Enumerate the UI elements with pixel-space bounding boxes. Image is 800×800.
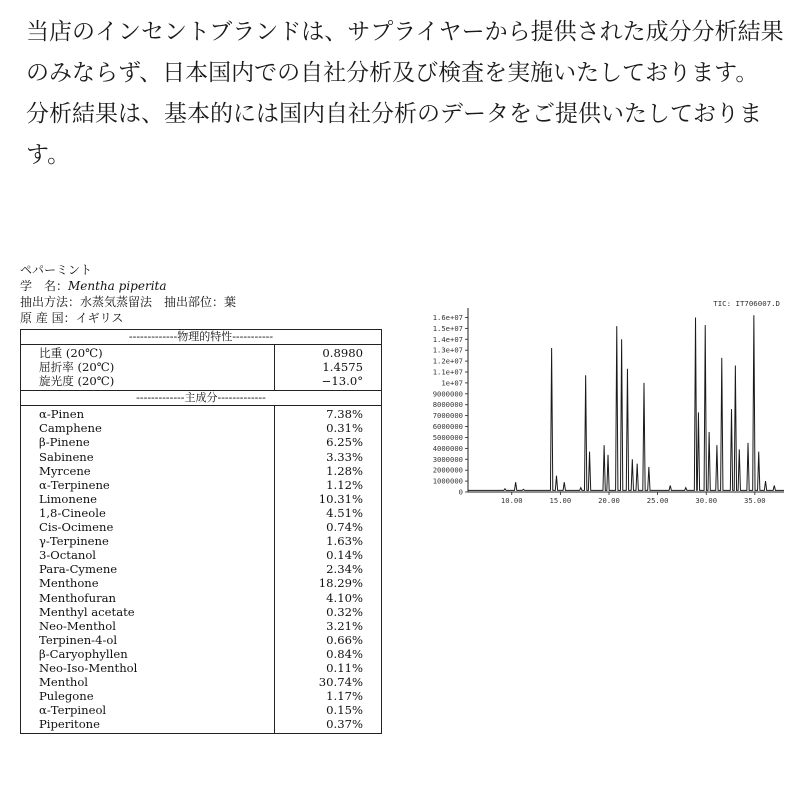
physical-property-value: 1.4575 xyxy=(322,360,363,375)
physical-property-name: 屈折率 (20℃) xyxy=(39,360,115,375)
component-value: 0.37% xyxy=(326,717,363,732)
x-tick-label: 25.00 xyxy=(646,496,669,505)
component-name: β-Caryophyllen xyxy=(39,646,128,661)
chromatogram-svg xyxy=(412,296,788,506)
component-name: Limonene xyxy=(39,491,98,506)
y-tick-label: 5000000 xyxy=(432,432,463,442)
chromatogram xyxy=(412,296,788,506)
y-tick-label: 1.4e+07 xyxy=(432,334,463,344)
y-tick-label: 1.3e+07 xyxy=(432,345,463,355)
component-name: γ-Terpinene xyxy=(39,534,109,549)
y-tick-label: 8000000 xyxy=(432,400,463,410)
y-tick-label: 9000000 xyxy=(432,389,463,399)
extraction-row: 抽出方法：水蒸気蒸留法 抽出部位：葉 xyxy=(20,295,237,309)
chromatogram-title: TIC: IT706007.D xyxy=(713,299,780,308)
component-name: Pulegone xyxy=(39,689,94,704)
scientific-name-row xyxy=(20,278,382,294)
component-name: 1,8-Cineole xyxy=(39,505,106,520)
y-tick-label: 0 xyxy=(458,487,463,497)
sheet-header xyxy=(20,262,382,326)
component-value: 10.31% xyxy=(318,491,363,506)
physical-property-value: 0.8980 xyxy=(322,346,363,360)
component-name: Neo-Menthol xyxy=(39,618,116,633)
component-value: 4.51% xyxy=(326,505,363,520)
component-value: 3.21% xyxy=(326,618,363,633)
y-tick-label: 3000000 xyxy=(432,454,463,464)
component-value: 1.12% xyxy=(326,477,363,492)
y-tick-label: 4000000 xyxy=(432,443,463,453)
y-tick-label: 6000000 xyxy=(432,422,463,432)
y-tick-label: 7000000 xyxy=(432,411,463,421)
component-name: Neo-Iso-Menthol xyxy=(39,660,138,675)
intro-paragraph-1: 当店のインセントブランドは、サプライヤーから提供された成分分析結果のみならず、日本国内での自社分析及び検査を実施いたしております。 xyxy=(26,19,784,86)
component-value: 3.33% xyxy=(326,449,363,464)
component-value: 6.25% xyxy=(326,435,363,450)
component-name: Myrcene xyxy=(39,463,91,478)
tic-trace xyxy=(468,315,784,490)
component-value: 0.84% xyxy=(326,646,363,661)
component-value: 0.66% xyxy=(326,632,363,647)
scientific-name: Mentha piperita xyxy=(68,279,167,293)
component-value: 1.63% xyxy=(326,534,363,549)
component-name: Terpinen-4-ol xyxy=(39,632,118,647)
component-name: Piperitone xyxy=(39,717,101,732)
component-name: Menthol xyxy=(39,675,89,690)
y-tick-label: 1000000 xyxy=(432,476,463,486)
y-tick-label: 1e+07 xyxy=(441,378,463,388)
component-value: 0.14% xyxy=(326,548,363,563)
intro-text xyxy=(26,12,786,176)
scientific-label: 学 名： xyxy=(20,279,69,293)
physical-property-name: 旋光度 (20℃) xyxy=(39,374,115,389)
x-tick-label: 10.00 xyxy=(500,496,523,505)
component-value: 0.11% xyxy=(326,660,363,675)
component-name: β-Pinene xyxy=(39,435,90,450)
origin-row: 原 産 国：イギリス xyxy=(20,311,124,325)
component-value: 1.28% xyxy=(326,463,363,478)
component-name: Menthyl acetate xyxy=(39,604,135,619)
component-name: α-Pinen xyxy=(39,407,85,422)
x-tick-label: 35.00 xyxy=(744,496,766,505)
y-tick-label: 1.6e+07 xyxy=(432,312,463,322)
physical-section-title: -------------物理的特性----------- xyxy=(21,330,381,345)
component-value: 0.31% xyxy=(326,421,363,436)
y-tick-label: 1.2e+07 xyxy=(432,356,463,366)
x-tick-label: 15.00 xyxy=(549,496,572,505)
physical-value-column xyxy=(275,345,381,390)
component-value: 7.38% xyxy=(326,407,363,422)
properties-table xyxy=(20,329,382,734)
component-name: Menthofuran xyxy=(39,590,116,605)
component-name: Menthone xyxy=(39,576,99,591)
component-value: 1.17% xyxy=(326,689,363,704)
component-name-column xyxy=(21,406,275,733)
oil-name: ペパーミント xyxy=(20,263,93,277)
component-name: α-Terpinene xyxy=(39,477,110,492)
component-name: Para-Cymene xyxy=(39,562,118,577)
component-value-column xyxy=(275,406,381,733)
component-value: 30.74% xyxy=(318,675,363,690)
x-tick-label: 30.00 xyxy=(695,496,718,505)
component-value: 0.32% xyxy=(326,604,363,619)
intro-paragraph-2: 分析結果は、基本的には国内自社分析のデータをご提供いたしております。 xyxy=(26,101,762,168)
component-value: 0.15% xyxy=(326,703,363,718)
analysis-sheet xyxy=(20,262,382,734)
components-grid xyxy=(21,406,381,733)
component-value: 2.34% xyxy=(326,562,363,577)
component-value: 4.10% xyxy=(326,590,363,605)
y-tick-label: 1.1e+07 xyxy=(432,367,463,377)
physical-property-name: 比重 (20℃) xyxy=(39,346,103,360)
physical-name-column xyxy=(21,345,275,390)
component-name: 3-Octanol xyxy=(39,548,97,563)
x-tick-label: 20.00 xyxy=(598,496,620,505)
component-name: Sabinene xyxy=(39,449,94,464)
y-tick-label: 1.5e+07 xyxy=(432,323,463,333)
component-value: 18.29% xyxy=(318,576,363,591)
component-name: Cis-Ocimene xyxy=(39,520,114,535)
y-tick-label: 2000000 xyxy=(432,465,463,475)
physical-property-value: −13.0° xyxy=(321,374,363,389)
physical-grid xyxy=(21,345,381,390)
component-value: 0.74% xyxy=(326,520,363,535)
component-name: α-Terpineol xyxy=(39,703,107,718)
component-name: Camphene xyxy=(39,421,102,436)
components-section-title: -------------主成分------------- xyxy=(21,390,381,406)
